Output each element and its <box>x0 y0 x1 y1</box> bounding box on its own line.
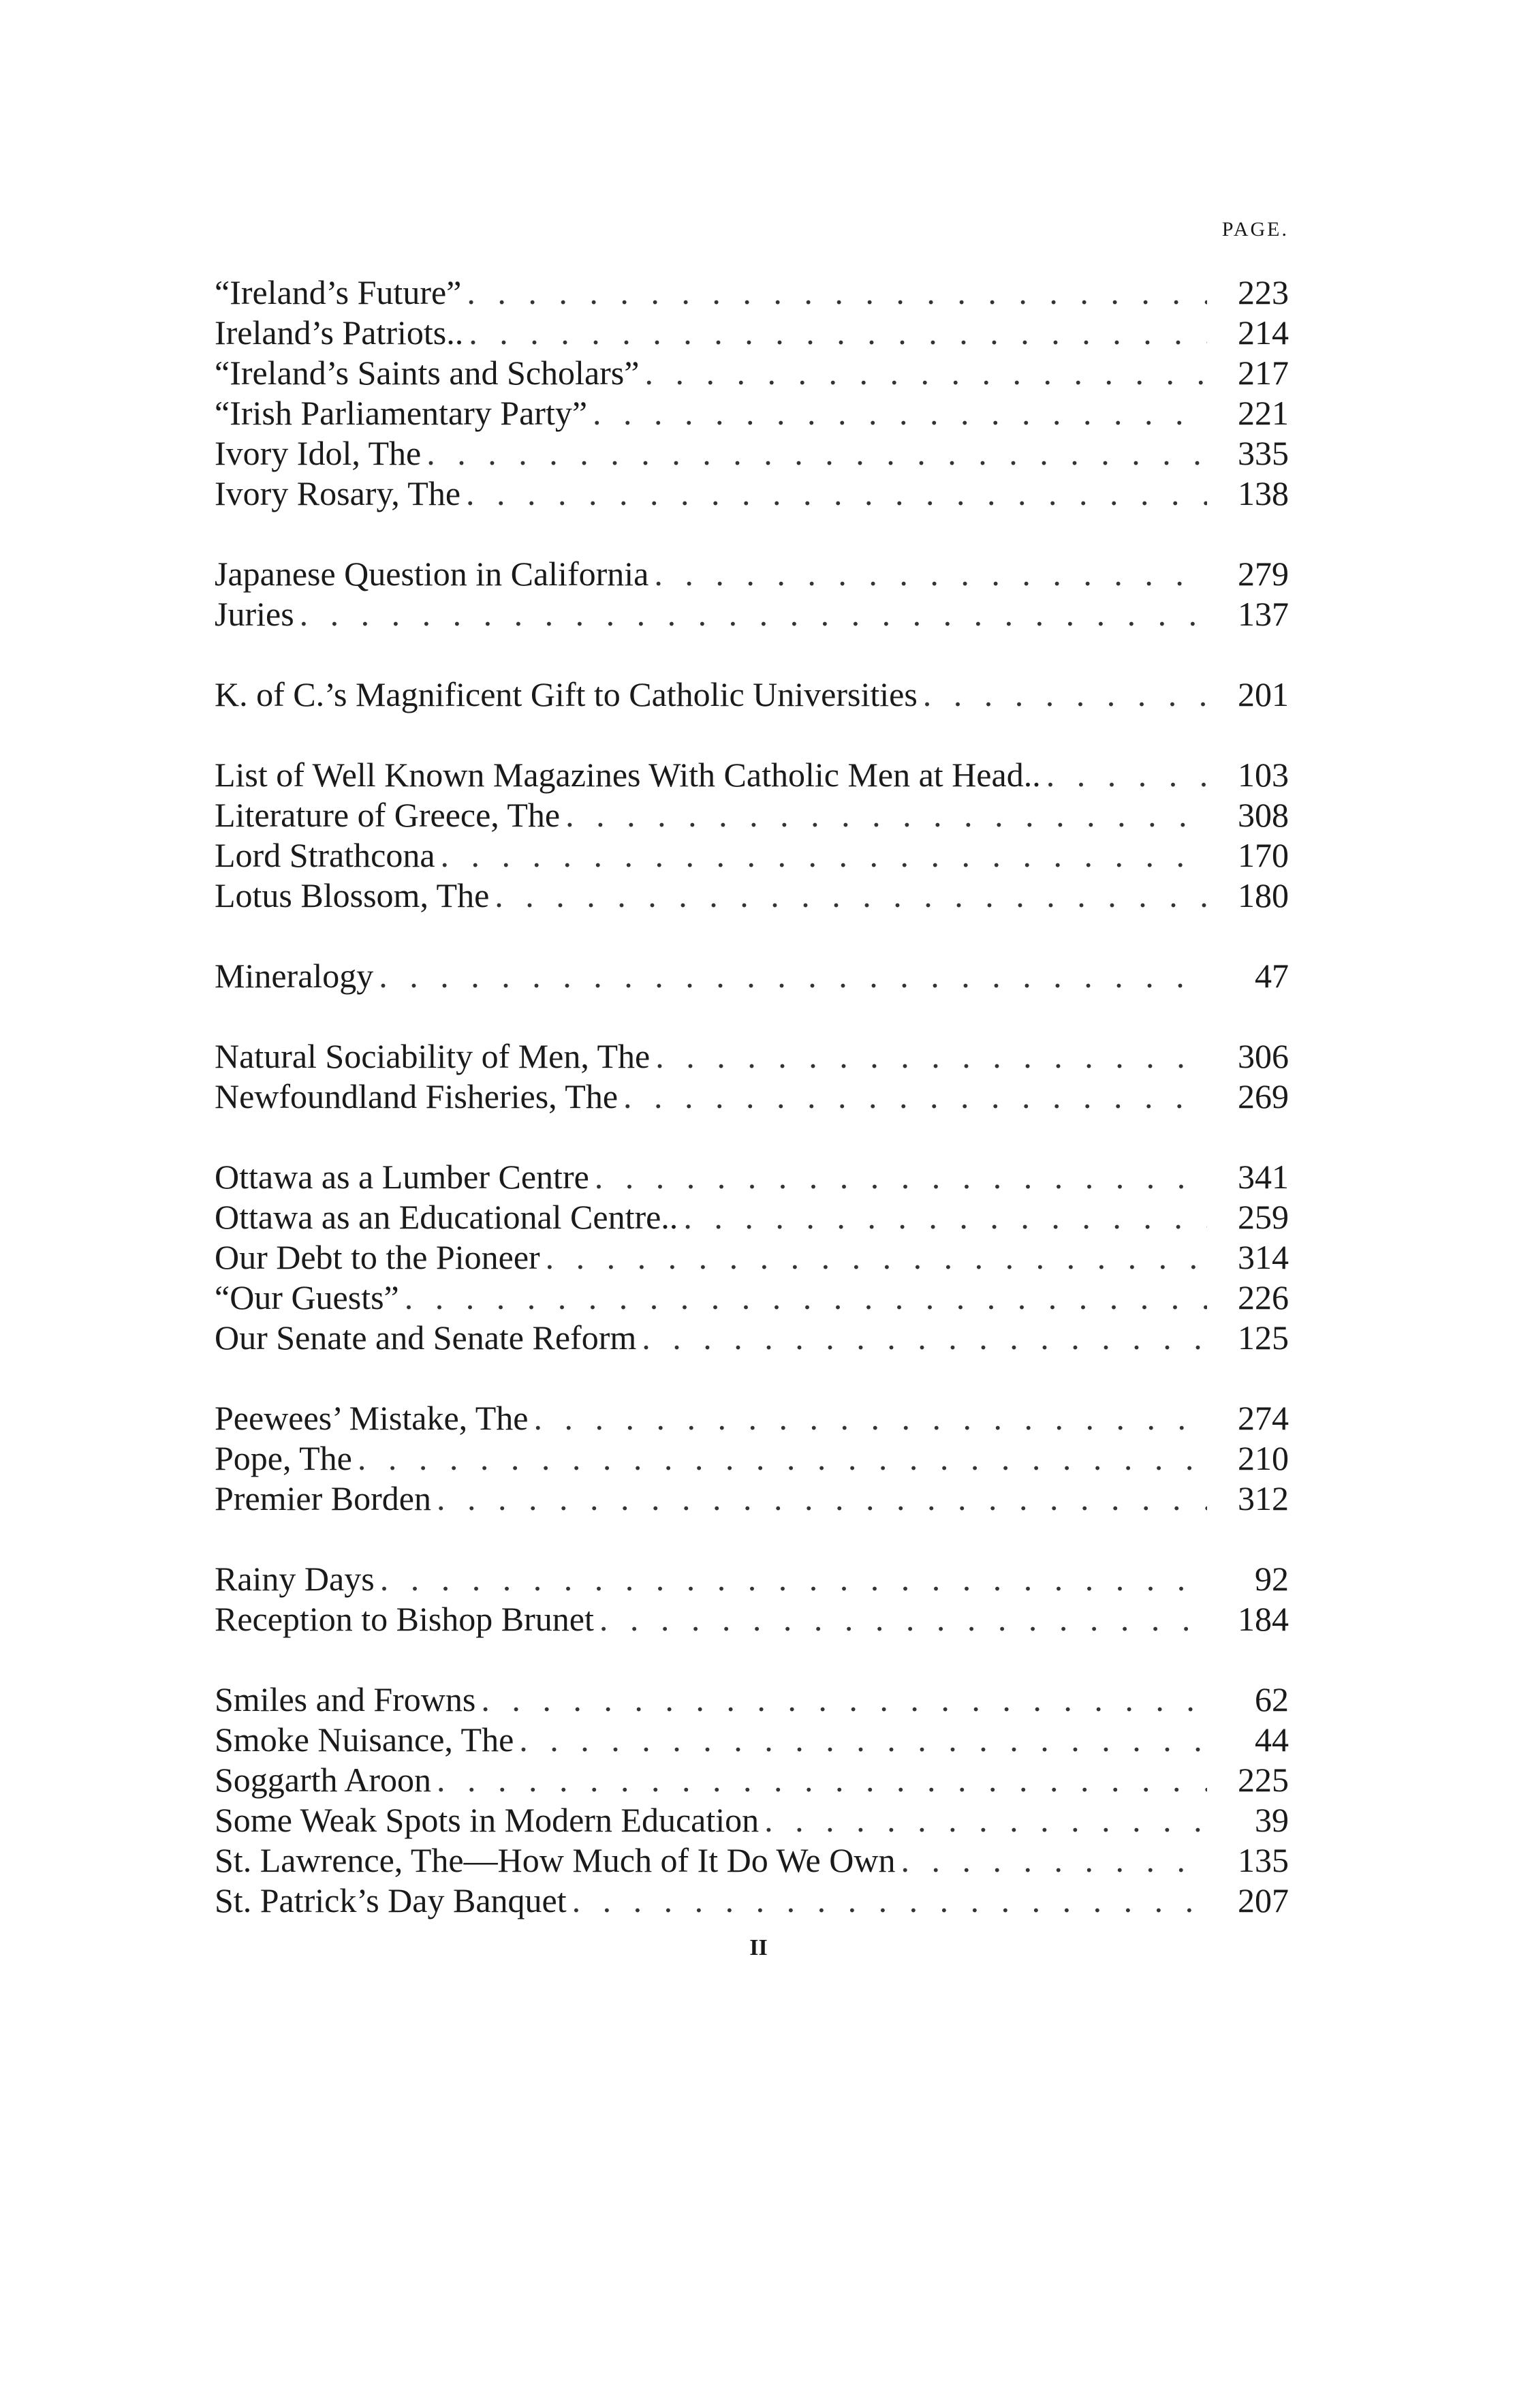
entry-page: 269 <box>1238 1077 1289 1115</box>
entry-title: Juries <box>215 595 294 633</box>
index-entry <box>215 1559 1289 1599</box>
dot-leader <box>623 1077 1207 1117</box>
index-entry <box>215 353 1289 393</box>
entry-page: 214 <box>1238 313 1289 352</box>
index-group-m <box>215 956 1289 996</box>
entry-title: St. Patrick’s Day Banquet <box>215 1881 567 1919</box>
dot-leader <box>764 1800 1207 1840</box>
index-entry <box>215 433 1289 474</box>
index-entries <box>215 273 1289 1961</box>
entry-title: K. of C.’s Magnificent Gift to Catholic Universities <box>215 675 918 713</box>
index-entry <box>215 1157 1289 1197</box>
index-entry <box>215 273 1289 313</box>
index-group-k <box>215 675 1289 715</box>
index-entry <box>215 1278 1289 1318</box>
entry-page: 138 <box>1238 474 1289 512</box>
dot-leader <box>380 1559 1207 1599</box>
entry-page: 306 <box>1238 1037 1289 1075</box>
entry-title: List of Well Known Magazines With Catholic Men at Head.. <box>215 756 1041 794</box>
dot-leader <box>901 1840 1207 1881</box>
index-entry <box>215 1398 1289 1438</box>
entry-page: 314 <box>1238 1238 1289 1276</box>
dot-leader <box>481 1680 1207 1720</box>
index-group-p <box>215 1398 1289 1519</box>
entry-page: 62 <box>1255 1680 1289 1718</box>
dot-leader <box>683 1197 1207 1237</box>
index-entry <box>215 554 1289 594</box>
dot-leader <box>595 1157 1207 1197</box>
index-group-j <box>215 554 1289 634</box>
index-group-n <box>215 1036 1289 1117</box>
entry-page: 180 <box>1238 876 1289 914</box>
dot-leader <box>379 956 1207 996</box>
index-entry <box>215 1479 1289 1519</box>
dot-leader <box>565 795 1207 835</box>
dot-leader <box>441 835 1207 876</box>
entry-page: 341 <box>1238 1158 1289 1196</box>
dot-leader <box>593 393 1207 433</box>
entry-title: Some Weak Spots in Modern Education <box>215 1801 760 1839</box>
entry-title: Ireland’s Patriots.. <box>215 313 464 352</box>
entry-page: 201 <box>1238 675 1289 713</box>
entry-page: 92 <box>1255 1560 1289 1598</box>
entry-title: Lotus Blossom, The <box>215 876 490 914</box>
index-entry <box>215 393 1289 433</box>
entry-title: Ivory Rosary, The <box>215 474 461 512</box>
entry-page: 210 <box>1238 1439 1289 1477</box>
entry-title: Ottawa as a Lumber Centre <box>215 1158 589 1196</box>
entry-page: 308 <box>1238 796 1289 834</box>
dot-leader <box>467 273 1207 313</box>
index-entry <box>215 1840 1289 1881</box>
dot-leader <box>655 1036 1207 1077</box>
index-group-r <box>215 1559 1289 1639</box>
index-entry <box>215 1077 1289 1117</box>
dot-leader <box>495 876 1207 916</box>
entry-page: 221 <box>1238 394 1289 432</box>
entry-title: “Our Guests” <box>215 1278 399 1316</box>
entry-page: 223 <box>1238 273 1289 311</box>
index-entry <box>215 1197 1289 1237</box>
entry-page: 170 <box>1238 836 1289 874</box>
entry-title: Literature of Greece, The <box>215 796 561 834</box>
index-entry <box>215 474 1289 514</box>
entry-page: 274 <box>1238 1399 1289 1437</box>
index-entry <box>215 1036 1289 1077</box>
index-entry <box>215 1318 1289 1358</box>
index-group-l <box>215 755 1289 916</box>
dot-leader <box>519 1720 1207 1760</box>
dot-leader <box>300 594 1207 634</box>
index-group-o <box>215 1157 1289 1358</box>
entry-title: Ottawa as an Educational Centre.. <box>215 1198 678 1236</box>
dot-leader <box>437 1760 1207 1800</box>
dot-leader <box>1046 755 1207 795</box>
entry-page: 47 <box>1255 957 1289 995</box>
dot-leader <box>572 1881 1207 1921</box>
dot-leader <box>642 1318 1207 1358</box>
entry-title: Ivory Idol, The <box>215 434 422 472</box>
entry-page: 44 <box>1255 1720 1289 1759</box>
index-entry <box>215 956 1289 996</box>
index-group-i <box>215 273 1289 514</box>
entry-page: 217 <box>1238 354 1289 392</box>
entry-title: Smiles and Frowns <box>215 1680 476 1718</box>
entry-page: 335 <box>1238 434 1289 472</box>
entry-title: Pope, The <box>215 1439 352 1477</box>
index-entry <box>215 876 1289 916</box>
entry-title: Lord Strathcona <box>215 836 435 874</box>
dot-leader <box>644 353 1207 393</box>
entry-page: 103 <box>1238 756 1289 794</box>
dot-leader <box>405 1278 1207 1318</box>
index-group-s <box>215 1680 1289 1921</box>
entry-page: 312 <box>1238 1479 1289 1517</box>
page-column-header: PAGE. <box>1221 218 1289 241</box>
entry-title: Rainy Days <box>215 1560 375 1598</box>
dot-leader <box>599 1599 1207 1639</box>
entry-title: Smoke Nuisance, The <box>215 1720 514 1759</box>
entry-title: Japanese Question in California <box>215 555 649 593</box>
dot-leader <box>654 554 1207 594</box>
index-entry <box>215 835 1289 876</box>
index-entry <box>215 1237 1289 1278</box>
entry-page: 226 <box>1238 1278 1289 1316</box>
entry-title: Mineralogy <box>215 957 374 995</box>
entry-page: 184 <box>1238 1600 1289 1638</box>
index-entry <box>215 594 1289 634</box>
entry-page: 39 <box>1255 1801 1289 1839</box>
entry-page: 135 <box>1238 1841 1289 1879</box>
entry-page: 279 <box>1238 555 1289 593</box>
index-entry <box>215 755 1289 795</box>
entry-title: Soggarth Aroon <box>215 1761 432 1799</box>
page-folio: II <box>749 1935 768 1960</box>
index-entry <box>215 1760 1289 1800</box>
index-entry <box>215 675 1289 715</box>
entry-title: Our Senate and Senate Reform <box>215 1318 637 1357</box>
index-entry <box>215 1720 1289 1760</box>
dot-leader <box>923 675 1207 715</box>
entry-title: St. Lawrence, The—How Much of It Do We Own <box>215 1841 896 1879</box>
entry-title: Premier Borden <box>215 1479 431 1517</box>
entry-title: Natural Sociability of Men, The <box>215 1037 651 1075</box>
index-entry <box>215 1800 1289 1840</box>
entry-title: Our Debt to the Pioneer <box>215 1238 540 1276</box>
index-entry <box>215 313 1289 353</box>
dot-leader <box>426 433 1207 474</box>
index-entry <box>215 1680 1289 1720</box>
entry-title: Newfoundland Fisheries, The <box>215 1077 619 1115</box>
entry-title: Peewees’ Mistake, The <box>215 1399 529 1437</box>
index-entry <box>215 795 1289 835</box>
entry-title: “Irish Parliamentary Party” <box>215 394 588 432</box>
dot-leader <box>546 1237 1207 1278</box>
entry-title: “Ireland’s Saints and Scholars” <box>215 354 640 392</box>
entry-page: 125 <box>1238 1318 1289 1357</box>
entry-page: 207 <box>1238 1881 1289 1919</box>
index-entry <box>215 1881 1289 1921</box>
index-entry <box>215 1438 1289 1479</box>
entry-title: “Ireland’s Future” <box>215 273 462 311</box>
dot-leader <box>469 313 1207 353</box>
entry-title: Reception to Bishop Brunet <box>215 1600 594 1638</box>
entry-page: 137 <box>1238 595 1289 633</box>
dot-leader <box>466 474 1207 514</box>
entry-page: 225 <box>1238 1761 1289 1799</box>
dot-leader <box>437 1479 1207 1519</box>
index-entry <box>215 1599 1289 1639</box>
entry-page: 259 <box>1238 1198 1289 1236</box>
dot-leader <box>358 1438 1207 1479</box>
dot-leader <box>534 1398 1208 1438</box>
